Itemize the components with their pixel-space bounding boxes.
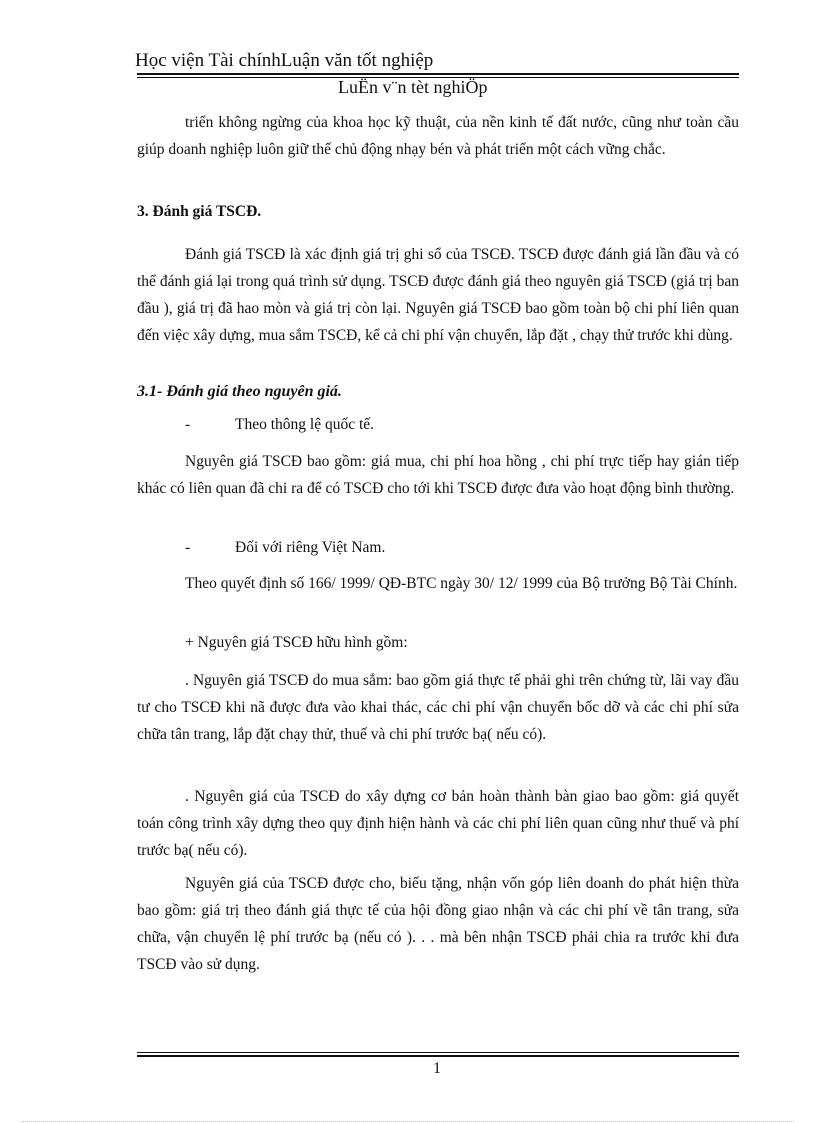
bullet-vietnam-text: Đối với riêng Việt Nam. — [235, 539, 386, 556]
header-subtitle: LuËn v¨n tèt nghiÖp — [338, 77, 488, 97]
bullet-international — [185, 416, 374, 434]
bullet-vietnam — [185, 539, 385, 557]
header-title: Học viện Tài chínhLuận văn tốt nghiệp — [135, 50, 434, 71]
bullet-international-text: Theo thông lệ quốc tế. — [235, 416, 375, 433]
paragraph-construction: . Nguyên giá của TSCĐ do xây dựng cơ bản hoàn thành bàn giao bao gồm: giá quyết toán công trình xây dựng theo quy định hiện hành và các chi phí liên quan cũng như thuế và phí trước bạ( nếu có). — [137, 788, 739, 859]
page-bottom-edge — [22, 1121, 794, 1122]
bullet-dash: - — [185, 539, 191, 556]
line-tangible-assets: + Nguyên giá TSCĐ hữu hình gồm: — [185, 634, 408, 651]
footer-rule-thin — [137, 1052, 739, 1053]
footer-rule-thick — [137, 1055, 739, 1057]
paragraph-purchase: . Nguyên giá TSCĐ do mua sắm: bao gồm giá thực tế phải ghi trên chứng từ, lãi vay đầu tư cho TSCĐ khi nã được đưa vào khai thác, các chi phí vận chuyển bốc dỡ và các chi phí sửa chữa tân trang, lắp đặt chạy thử, thuế và chi phí trước bạ( nếu có). — [137, 672, 739, 743]
bullet-dash: - — [185, 416, 191, 433]
paragraph-decision: Theo quyết định số 166/ 1999/ QĐ-BTC ngày 30/ 12/ 1999 của Bộ trưởng Bộ Tài Chính. — [185, 575, 738, 592]
subsection-heading-3-1: 3.1- Đánh giá theo nguyên giá. — [137, 383, 342, 400]
page-number: 1 — [433, 1060, 441, 1077]
section-heading-3: 3. Đánh giá TSCĐ. — [137, 203, 262, 220]
paragraph-international: Nguyên giá TSCĐ bao gồm: giá mua, chi phí hoa hồng , chi phí trực tiếp hay gián tiếp khác có liên quan đã chi ra để có TSCĐ cho tới khi TSCĐ được đưa vào hoạt động bình thường. — [137, 453, 739, 497]
header-rule-thick — [137, 73, 739, 75]
paragraph-intro: triển không ngừng của khoa học kỹ thuật, của nền kinh tế đất nước, cũng như toàn cầu giúp doanh nghiệp luôn giữ thế chủ động nhạy bén và phát triển một cách vững chắc. — [137, 114, 739, 158]
paragraph-gift: Nguyên giá của TSCĐ được cho, biếu tặng, nhận vốn góp liên doanh do phát hiện thừa bao gồm: giá trị theo đánh giá thực tế của hội đồng giao nhận và các chi phí về tân trang, sửa chữa, vận chuyển lệ phí trước bạ (nếu có ). . . mà bên nhận TSCĐ phải chia ra trước khi đưa TSCĐ vào sử dụng. — [137, 875, 739, 973]
paragraph-definition: Đánh giá TSCĐ là xác định giá trị ghi sổ của TSCĐ. TSCĐ được đánh giá lần đầu và có thể đánh giá lại trong quá trình sử dụng. TSCĐ được đánh giá theo nguyên giá TSCĐ (giá trị ban đầu ), giá trị đã hao mòn và giá trị còn lại. Nguyên giá TSCĐ bao gồm toàn bộ chi phí liên quan đến việc xây dựng, mua sắm TSCĐ, kể cả chi phí vận chuyển, lắp đặt , chạy thử trước khi dùng. — [137, 246, 739, 344]
